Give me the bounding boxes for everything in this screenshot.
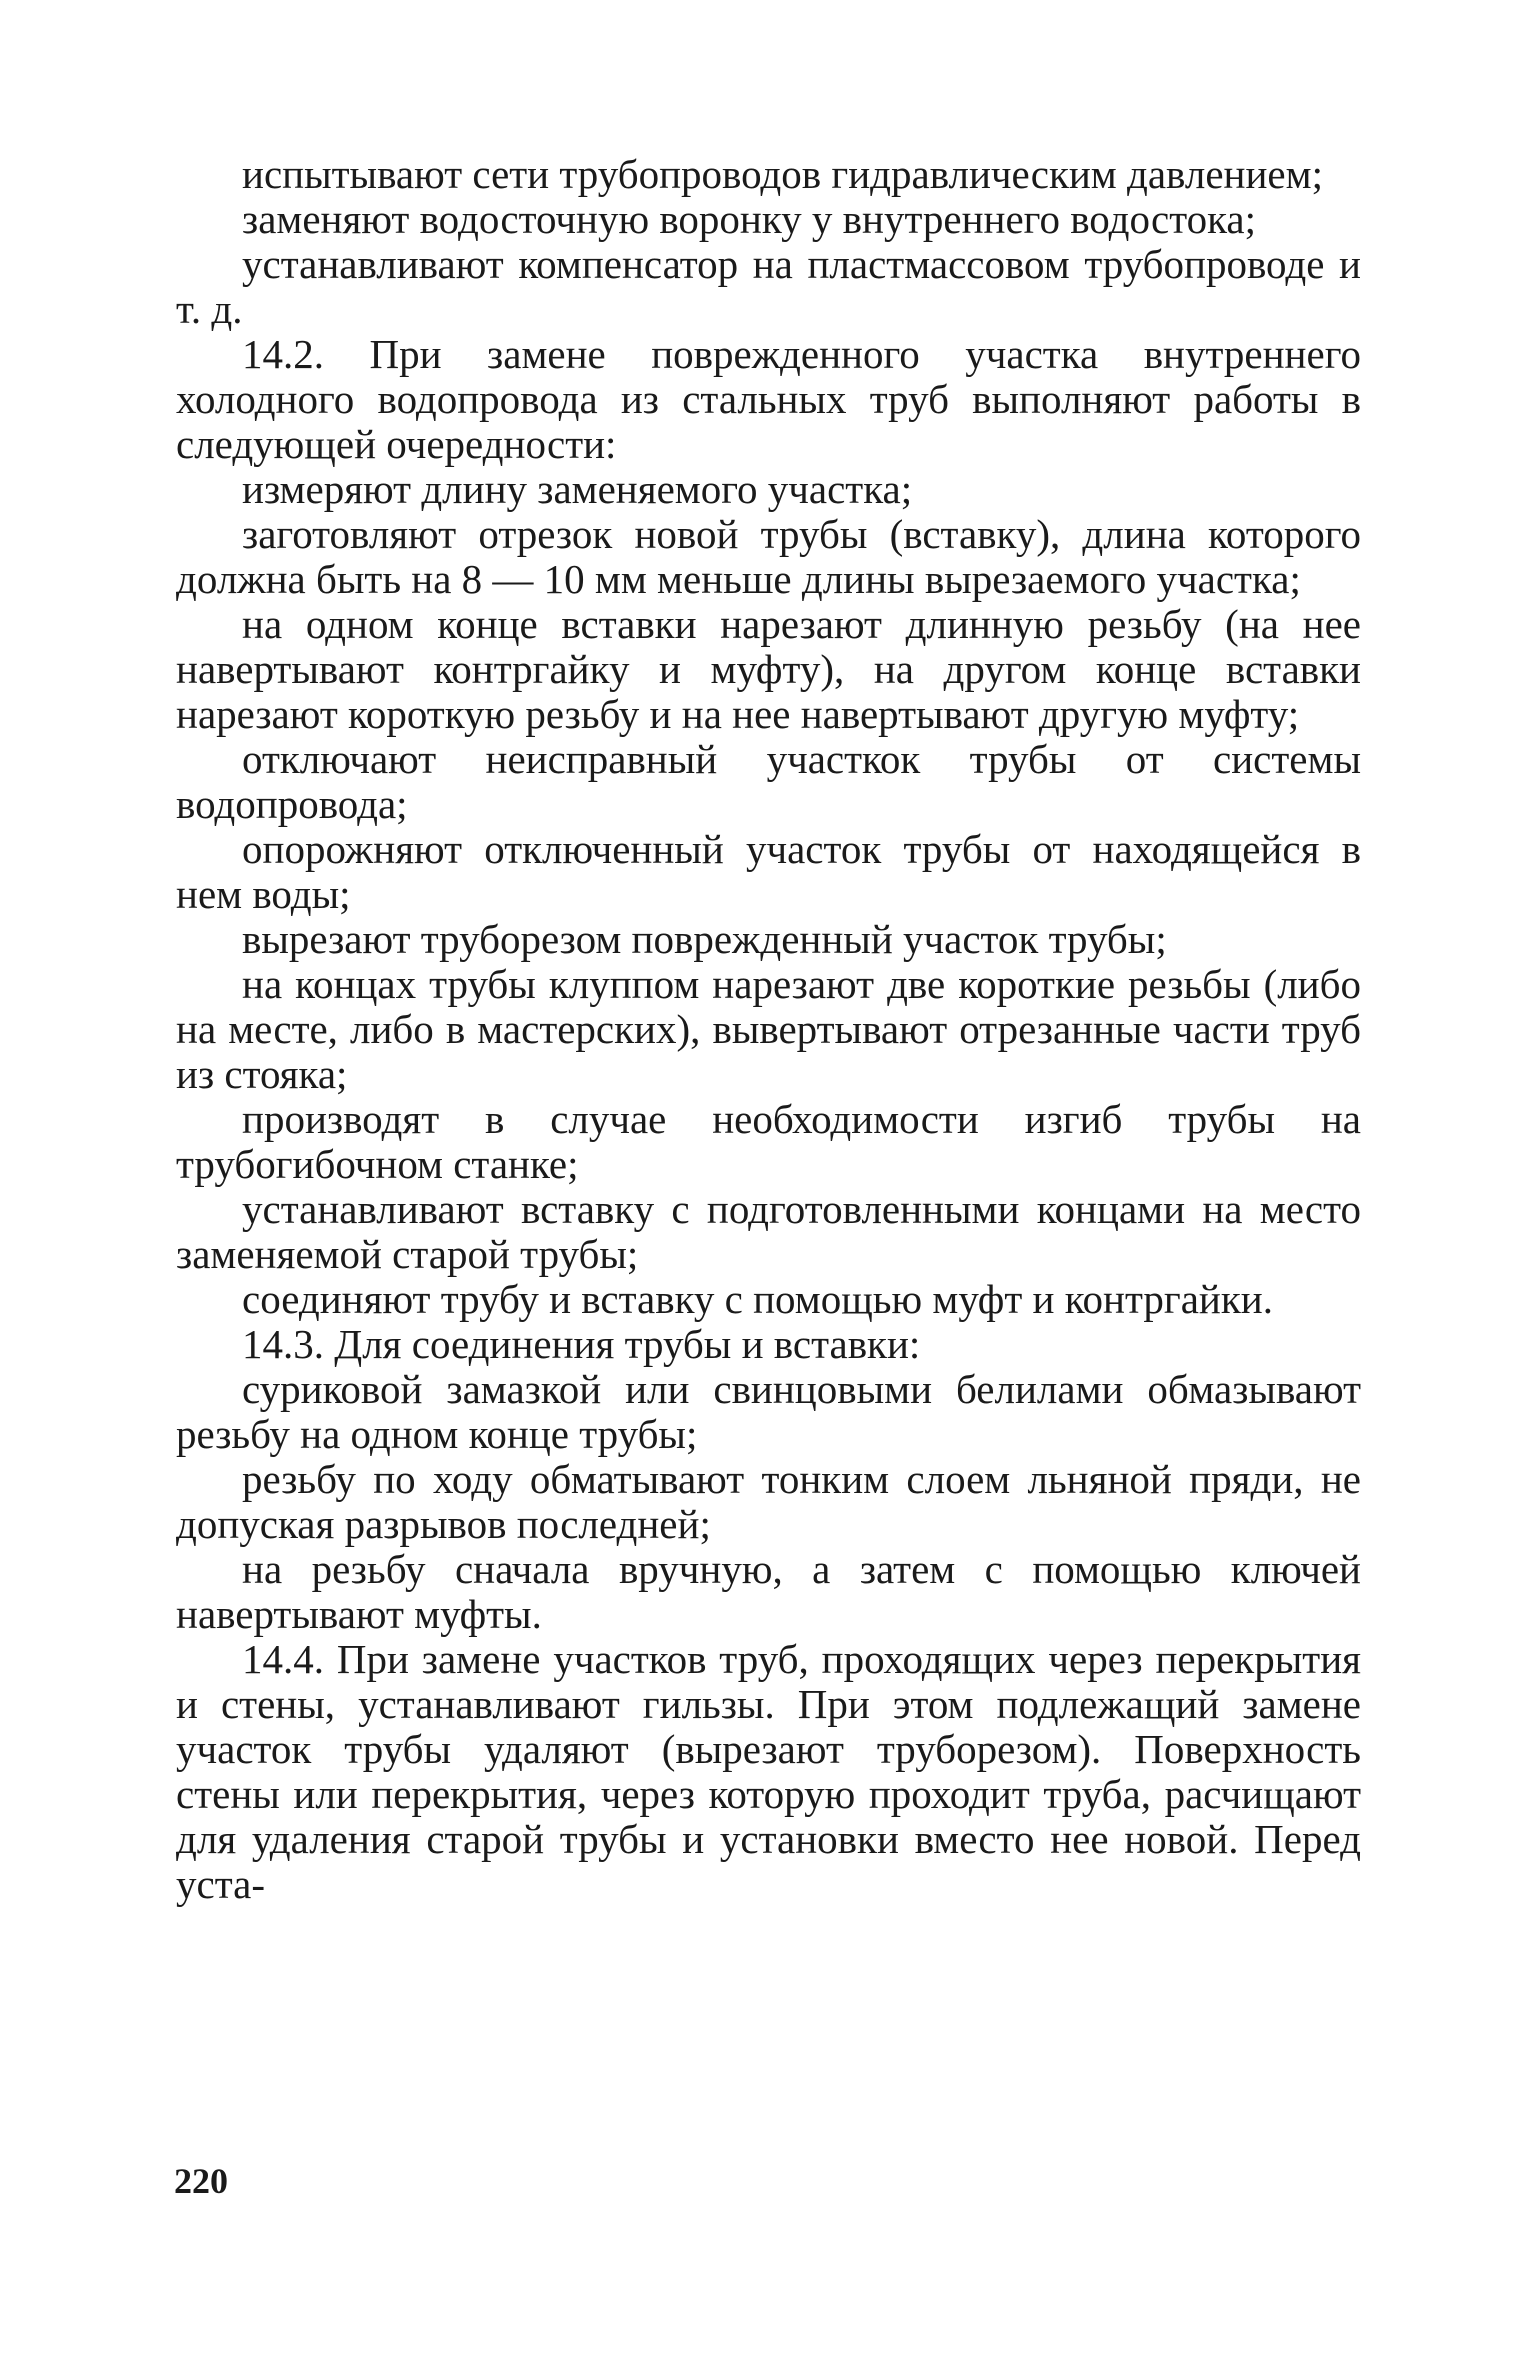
paragraph: устанавливают вставку с подготовленными концами на место заменяемой старой трубы; [176,1186,1361,1277]
paragraph: заменяют водосточную воронку у внутреннего водостока; [242,196,1256,242]
paragraph: на резьбу сначала вручную, а затем с помощью ключей навертывают муфты. [176,1546,1361,1637]
section-14-3-paragraph: 14.3. Для соединения трубы и вставки: [242,1321,921,1367]
paragraph: заготовляют отрезок новой трубы (вставку), длина которого должна быть на 8 — 10 мм меньше длины вырезаемого участка; [176,511,1361,602]
paragraph: устанавливают компенсатор на пластмассовом трубопроводе и т. д. [176,241,1361,332]
paragraph: резьбу по ходу обматывают тонким слоем льняной пряди, не допуская разрывов последней; [176,1456,1361,1547]
section-14-2-paragraph: 14.2. При замене поврежденного участка внутреннего холодного водопровода из стальных труб выполняют работы в следующей очередности: [176,331,1361,467]
paragraph: производят в случае необходимости изгиб трубы на трубогибочном станке; [176,1096,1361,1187]
body-text [176,152,1361,1907]
paragraph: соединяют трубу и вставку с помощью муфт и контргайки. [242,1276,1273,1322]
page-number: 220 [174,2161,228,2201]
section-14-4-paragraph: 14.4. При замене участков труб, проходящих через перекрытия и стены, устанавливают гильзы. При этом подлежащий замене участок трубы удаляют (вырезают труборезом). Поверхность стены или перекрытия, через которую проходит труба, расчищают для удаления старой трубы и установки вместо нее новой. Перед уста- [176,1636,1361,1907]
paragraph: на концах трубы клуппом нарезают две короткие резьбы (либо на месте, либо в мастерских), вывертывают отрезанные части труб из стояка; [176,961,1361,1097]
paragraph: суриковой замазкой или свинцовыми белилами обмазывают резьбу на одном конце трубы; [176,1366,1361,1457]
paragraph: измеряют длину заменяемого участка; [242,466,913,512]
paragraph: вырезают труборезом поврежденный участок трубы; [242,916,1167,962]
paragraph: опорожняют отключенный участок трубы от находящейся в нем воды; [176,826,1361,917]
paragraph: на одном конце вставки нарезают длинную резьбу (на нее навертывают контргайку и муфту), на другом конце вставки нарезают короткую резьбу и на нее навертывают другую муфту; [176,601,1361,737]
paragraph: испытывают сети трубопроводов гидравлическим давлением; [242,151,1323,197]
paragraph: отключают неисправный участкок трубы от системы водопровода; [176,736,1361,827]
